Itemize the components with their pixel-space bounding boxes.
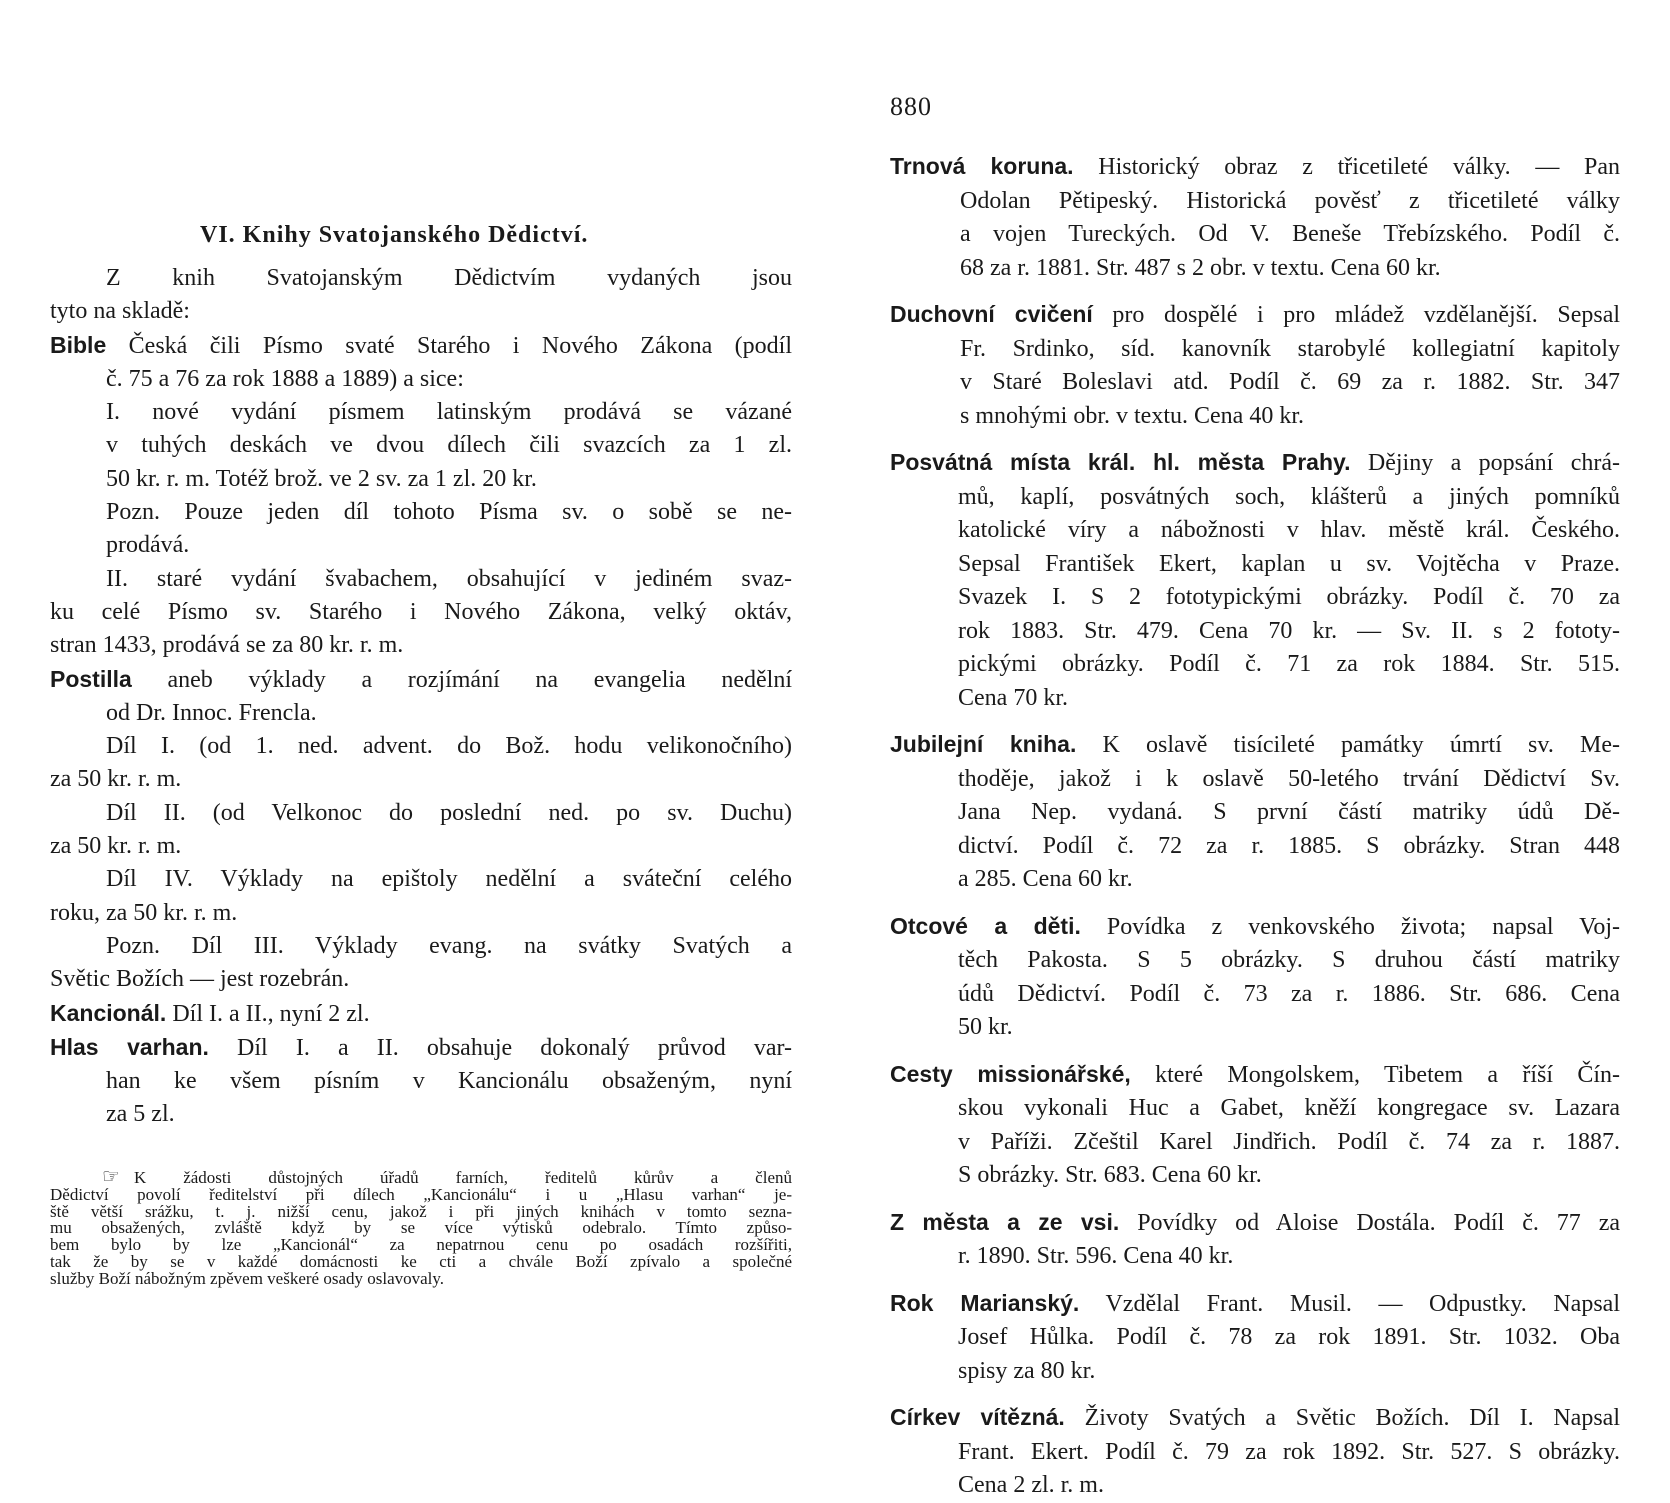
bible-heading-line xyxy=(50,329,792,363)
entry-heading-line xyxy=(890,1058,1620,1093)
footnote-line xyxy=(50,1164,792,1188)
hlas-line: za 5 zl. xyxy=(106,1101,175,1128)
bible-part2-line: stran 1433, prodává se za 80 kr. r. m. xyxy=(50,632,404,659)
footnote-line: tak že by se v každé domácnosti ke cti a chvále Boží zpívalo a společné xyxy=(50,1251,792,1271)
entry-line: thoděje, jakož i k oslavě 50-letého trvání Dědictví Sv. xyxy=(958,765,1620,792)
catalog-entry xyxy=(890,1401,1620,1503)
bible-part1-line: I. nové vydání písmem latinským prodává se vázané xyxy=(106,399,792,426)
footnote xyxy=(50,1164,792,1288)
right-page xyxy=(890,0,1620,1500)
intro-line: tyto na skladě: xyxy=(50,298,190,325)
entry-line: těch Pakosta. S 5 obrázky. S druhou částí matriky xyxy=(958,947,1620,973)
entry-line: katolické víry a nábožnosti v hlav. městě král. Českého. xyxy=(958,517,1620,543)
entry-heading-line xyxy=(890,728,1620,763)
pointing-hand-icon: ☞ xyxy=(102,1164,120,1188)
hlas-heading-text: Díl I. a II. obsahuje dokonalý průvod var- xyxy=(237,1034,792,1061)
entry-heading-line xyxy=(890,1206,1620,1241)
catalog-entry xyxy=(890,1058,1620,1193)
entry-title: Církev vítězná. xyxy=(890,1404,1065,1430)
footnote-first-text: K žádosti důstojných úřadů farních, ředitelů kůrův a členů xyxy=(133,1168,792,1187)
entry-heading-text: Vzdělal Frant. Musil. — Odpustky. Napsal xyxy=(1105,1290,1620,1317)
footnote-line: mu obsažených, zvláště když by se více výtisků odebralo. Tímto způso- xyxy=(50,1218,792,1238)
bible-heading-text: Česká čili Písmo svaté Starého i Nového Zákona (podíl xyxy=(128,332,793,359)
entry-line: mů, kaplí, posvátných soch, klášterů a jiných pomníků xyxy=(958,483,1620,510)
entry-heading-text: pro dospělé i pro mládež vzdělanější. Sepsal xyxy=(1112,302,1621,328)
entry-line: Josef Hůlka. Podíl č. 78 za rok 1891. Str. 1032. Oba xyxy=(958,1324,1620,1350)
bible-line: č. 75 a 76 za rok 1888 a 1889) a sice: xyxy=(106,365,464,392)
postilla-line: za 50 kr. r. m. xyxy=(50,833,182,860)
footnote-line: Dědictví povolí ředitelství při dílech „Kancionálu“ i u „Hlasu varhan“ je- xyxy=(50,1184,792,1204)
hlas-line: han ke všem písním v Kancionálu obsaženým, nyní xyxy=(106,1068,792,1095)
footnote-line: ště větší srážku, t. j. nižší cenu, jakož i při jiných knihách v tomto sezna- xyxy=(50,1201,792,1221)
entry-line: Odolan Pětipeský. Historická pověsť z třicetileté války xyxy=(960,187,1620,214)
postilla-heading-text: aneb výklady a rozjímání na evangelia nedělní xyxy=(167,666,792,693)
bible-part2-line: ku celé Písmo sv. Starého i Nového Zákona, velký oktáv, xyxy=(50,598,792,625)
postilla-line: Díl I. (od 1. ned. advent. do Bož. hodu velikonočního) xyxy=(106,733,792,760)
entry-line: r. 1890. Str. 596. Cena 40 kr. xyxy=(958,1243,1234,1269)
footnote-line: služby Boží nábožným zpěvem veškeré osady oslavovaly. xyxy=(50,1268,445,1288)
footnote-line: bem bylo by lze „Kancionál“ za nepatrnou cenu po osadách rozšířiti, xyxy=(50,1235,792,1255)
catalog-entry xyxy=(890,910,1620,1045)
entry-heading-text: Životy Svatých a Světic Božích. Díl I. Napsal xyxy=(1084,1405,1620,1431)
entry-title: Posvátná místa král. hl. města Prahy. xyxy=(890,449,1351,475)
left-page xyxy=(50,0,792,1500)
entry-line: a 285. Cena 60 kr. xyxy=(958,866,1133,892)
entry-line: Svazek I. S 2 fototypickými obrázky. Podíl č. 70 za xyxy=(958,584,1620,610)
bible-note-line: Pozn. Pouze jeden díl tohoto Písma sv. o sobě se ne- xyxy=(106,499,792,526)
entry-line: 68 za r. 1881. Str. 487 s 2 obr. v textu. Cena 60 kr. xyxy=(960,254,1441,281)
entry-heading-line xyxy=(890,910,1620,945)
intro-line: Z knih Svatojanským Dědictvím vydaných jsou xyxy=(106,265,792,291)
entry-heading-text: Povídky od Aloise Dostála. Podíl č. 77 za xyxy=(1137,1209,1621,1236)
catalog-entry xyxy=(890,728,1620,897)
entry-line: dictví. Podíl č. 72 za r. 1885. S obrázky. Stran 448 xyxy=(958,832,1620,859)
postilla-line: za 50 kr. r. m. xyxy=(50,766,182,793)
catalog-entry xyxy=(890,298,1620,433)
entry-line: skou vykonali Huc a Gabet, kněží kongregace sv. Lazara xyxy=(958,1095,1620,1121)
bible-part1-line: 50 kr. r. m. Totéž brož. ve 2 sv. za 1 zl. 20 kr. xyxy=(106,465,537,492)
entry-line: spisy za 80 kr. xyxy=(958,1357,1096,1384)
catalog-entry xyxy=(890,446,1620,715)
entry-title: Rok Marianský. xyxy=(890,1289,1080,1316)
entry-line: Jana Nep. vydaná. S první částí matriky údů Dě- xyxy=(958,799,1620,825)
entry-heading-text: K oslavě tisícileté památky úmrtí sv. Me- xyxy=(1102,732,1620,758)
entry-title: Jubilejní kniha. xyxy=(890,731,1077,757)
hlas-heading-line xyxy=(50,1031,792,1065)
kancional-text: Díl I. a II., nyní 2 zl. xyxy=(172,1000,370,1027)
postilla-line: Světic Božích — jest rozebrán. xyxy=(50,966,350,993)
postilla-line: od Dr. Innoc. Frencla. xyxy=(106,699,317,726)
kancional-line xyxy=(50,997,792,1031)
entry-line: Cena 70 kr. xyxy=(958,684,1068,711)
entry-line: údů Dědictví. Podíl č. 73 za r. 1886. Str. 686. Cena xyxy=(958,980,1620,1007)
entry-line: pickými obrázky. Podíl č. 71 za rok 1884. Str. 515. xyxy=(958,651,1620,677)
bible-title: Bible xyxy=(50,331,107,358)
bible-part1-line: v tuhých deskách ve dvou dílech čili svazcích za 1 zl. xyxy=(106,432,792,459)
entry-title: Z města a ze vsi. xyxy=(890,1208,1120,1235)
bible-part2-line: II. staré vydání švabachem, obsahující v jediném svaz- xyxy=(106,565,792,592)
entry-line: Sepsal František Ekert, kaplan u sv. Vojtěcha v Praze. xyxy=(958,550,1620,577)
postilla-title: Postilla xyxy=(50,665,132,692)
hlas-title: Hlas varhan. xyxy=(50,1033,209,1060)
entry-title: Otcové a děti. xyxy=(890,912,1081,939)
postilla-line: Díl II. (od Velkonoc do poslední ned. po sv. Duchu) xyxy=(106,799,792,826)
bible-note-line: prodává. xyxy=(106,532,190,559)
entry-line: v Paříži. Zčeštil Karel Jindřich. Podíl č. 74 za r. 1887. xyxy=(958,1128,1620,1155)
entry-line: a vojen Tureckých. Od V. Beneše Třebízského. Podíl č. xyxy=(960,221,1620,247)
postilla-line: Pozn. Díl III. Výklady evang. na svátky Svatých a xyxy=(106,932,792,959)
entry-heading-line xyxy=(890,298,1620,333)
catalog-entry xyxy=(890,150,1620,285)
section-title: VI. Knihy Svatojanského Dědictví. xyxy=(200,222,589,248)
entry-heading-text: Povídka z venkovského života; napsal Voj- xyxy=(1106,913,1620,940)
kancional-title: Kancionál. xyxy=(50,999,167,1026)
entry-line: 50 kr. xyxy=(958,1014,1013,1040)
right-page-entries xyxy=(890,150,1620,1503)
entry-line: Frant. Ekert. Podíl č. 79 za rok 1892. Str. 527. S obrázky. xyxy=(958,1438,1620,1465)
entry-line: Fr. Srdinko, síd. kanovník starobylé kollegiatní kapitoly xyxy=(960,335,1620,362)
entry-heading-text: Historický obraz z třicetileté války. — Pan xyxy=(1098,154,1621,180)
postilla-line: Díl IV. Výklady na epištoly nedělní a sváteční celého xyxy=(106,866,792,893)
entry-title: Cesty missionářské, xyxy=(890,1060,1131,1087)
entry-heading-line xyxy=(890,1287,1620,1322)
entry-line: s mnohými obr. v textu. Cena 40 kr. xyxy=(960,402,1304,429)
entry-line: rok 1883. Str. 479. Cena 70 kr. — Sv. II. s 2 fototy- xyxy=(958,617,1620,644)
postilla-heading-line xyxy=(50,663,792,697)
postilla-line: roku, za 50 kr. r. m. xyxy=(50,899,238,926)
page-number: 880 xyxy=(890,92,932,121)
entry-line: v Staré Boleslavi atd. Podíl č. 69 za r. 1882. Str. 347 xyxy=(960,369,1620,395)
entry-line: S obrázky. Str. 683. Cena 60 kr. xyxy=(958,1162,1262,1188)
entry-line: Cena 2 zl. r. m. xyxy=(958,1472,1104,1498)
entry-heading-line xyxy=(890,150,1620,185)
entry-title: Trnová koruna. xyxy=(890,153,1074,179)
entry-heading-line xyxy=(890,446,1620,481)
left-page-body xyxy=(50,262,792,1132)
entry-heading-text: které Mongolskem, Tibetem a říší Čín- xyxy=(1155,1061,1621,1088)
entry-heading-line xyxy=(890,1401,1620,1436)
entry-heading-text: Dějiny a popsání chrá- xyxy=(1367,450,1621,476)
catalog-entry xyxy=(890,1206,1620,1274)
entry-title: Duchovní cvičení xyxy=(890,301,1093,327)
catalog-entry xyxy=(890,1287,1620,1389)
